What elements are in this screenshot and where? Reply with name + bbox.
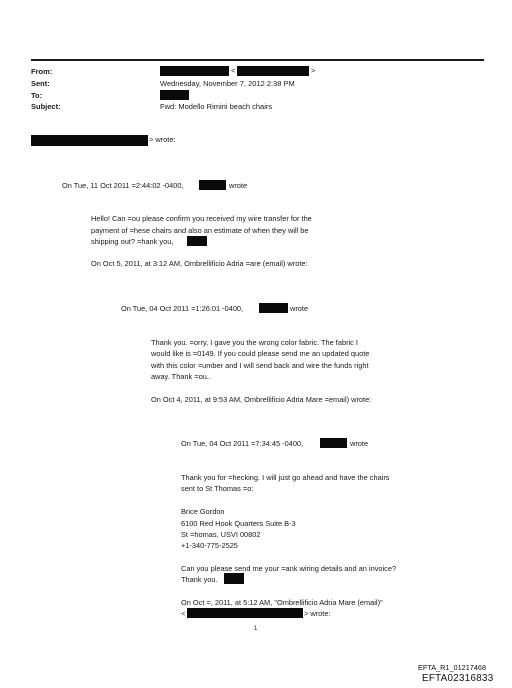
redaction-q3-sender bbox=[320, 438, 347, 448]
subject-value: Fwd: Modello Rimini beach chairs bbox=[160, 102, 273, 111]
redaction-from-name bbox=[160, 66, 229, 76]
wrote-line-1: > wrote: bbox=[149, 135, 176, 144]
redaction-from-email bbox=[237, 66, 309, 76]
redaction-q3-signature bbox=[224, 573, 244, 584]
quote2-line-1: Thank you. =orry, I gave you the wrong color fabric. The fabric I bbox=[151, 338, 358, 347]
quote3-lt: < bbox=[181, 609, 186, 618]
quote1-header: On Tue, 11 Oct 2011 =2:44:02 -0400, bbox=[62, 181, 184, 190]
quote1-attribution: On Oct 5, 2011, at 3:12 AM, Ombrellificio Adria =are (email) wrote: bbox=[91, 259, 308, 268]
quote3-line-3: Can you please send me your =ank wiring details and an invoice? bbox=[181, 564, 397, 573]
quote2-line-4: away. Thank =ou.. bbox=[151, 372, 211, 381]
redaction-sender-1 bbox=[31, 135, 148, 146]
quote3-line-1: Thank you for =hecking. I will just go ahead and have the chairs bbox=[181, 473, 390, 482]
address-phone: +1-340-775-2525 bbox=[181, 541, 238, 550]
quote2-line-2: would like is =0149. If you could please send me an updated quote bbox=[151, 349, 370, 358]
quote1-line-2: payment of =hese chairs and also an estimate of when they will be bbox=[91, 226, 309, 235]
quote3-attribution: On Oct =, 2011, at 5:12 AM, "Ombrellificio Adria Mare (email)" bbox=[181, 598, 383, 607]
quote2-header: On Tue, 04 Oct 2011 =1:26:01 -0400, bbox=[121, 304, 244, 313]
from-label: From: bbox=[31, 67, 53, 76]
quote1-wrote: wrote bbox=[229, 181, 248, 190]
subject-label: Subject: bbox=[31, 102, 61, 111]
sent-value: Wednesday, November 7, 2012 2:38 PM bbox=[160, 79, 295, 88]
address-line-1: 6100 Red Hook Quarters Suite B-3 bbox=[181, 519, 296, 528]
bates-number-1: EFTA_R1_01217468 bbox=[418, 663, 487, 672]
quote2-line-3: with this color =umber and I will send back and wire the funds right bbox=[151, 361, 369, 370]
quote3-line-2: sent to St Thomas =o: bbox=[181, 484, 254, 493]
quote1-line-1: Hello! Can =ou please confirm you received my wire transfer for the bbox=[91, 214, 312, 223]
redaction-q1-sender bbox=[199, 180, 226, 190]
sent-label: Sent: bbox=[31, 79, 50, 88]
address-line-2: St =homas, USVI 00802 bbox=[181, 530, 261, 539]
from-gt: > bbox=[311, 66, 316, 75]
quote2-wrote: wrote bbox=[290, 304, 309, 313]
from-lt: < bbox=[231, 66, 236, 75]
bates-number-2: EFTA02316833 bbox=[422, 673, 494, 684]
header-rule bbox=[31, 59, 484, 61]
address-name: Brice Gordon bbox=[181, 507, 225, 516]
to-label: To: bbox=[31, 91, 43, 100]
quote2-attribution: On Oct 4, 2011, at 9:53 AM, Ombrellificio Adria Mare =email) wrote: bbox=[151, 395, 372, 404]
redaction-q2-sender bbox=[259, 303, 288, 313]
redaction-to bbox=[160, 90, 189, 100]
quote3-wrote-2: > wrote: bbox=[304, 609, 331, 618]
page-number: 1 bbox=[254, 626, 258, 632]
quote3-line-4: Thank you. bbox=[181, 575, 218, 584]
redaction-q1-signature bbox=[187, 236, 207, 246]
quote3-wrote: wrote bbox=[350, 439, 369, 448]
quote3-header: On Tue, 04 Oct 2011 =7:34:45 -0400, bbox=[181, 439, 304, 448]
quote1-line-3: shipping out? =hank you, bbox=[91, 237, 174, 246]
redaction-q3-email bbox=[187, 608, 303, 618]
